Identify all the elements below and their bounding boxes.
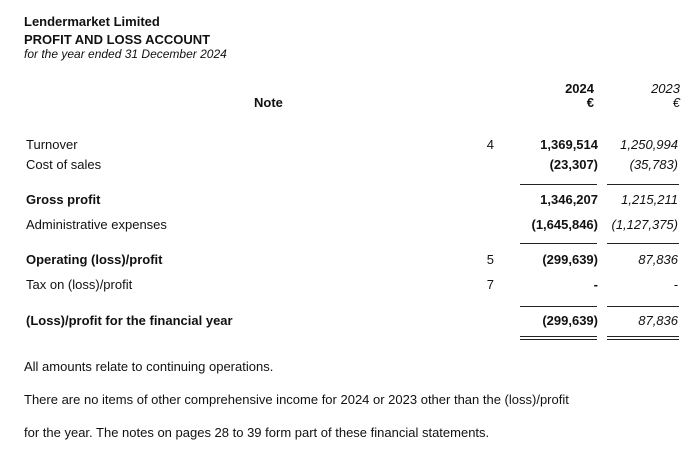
- year-2023-header: 2023: [651, 81, 680, 96]
- total-double-rule-2023: [607, 339, 679, 340]
- row-note-tax: 7: [486, 277, 494, 292]
- row-2023-tax: -: [673, 277, 678, 292]
- year-2023-currency: €: [672, 95, 680, 110]
- row-2024-cost-of-sales: (23,307): [549, 157, 598, 172]
- total-double-rule-2024: [520, 339, 597, 340]
- subtotal-rule-2024: [520, 184, 597, 185]
- year-2024-header: 2024: [565, 81, 594, 96]
- company-name: Lendermarket Limited: [24, 14, 160, 29]
- subtotal-rule-2024: [520, 243, 597, 244]
- row-label-operating-profit: Operating (loss)/profit: [26, 252, 163, 267]
- row-2024-gross-profit: 1,346,207: [540, 192, 598, 207]
- row-2024-tax: -: [593, 277, 598, 292]
- row-label-cost-of-sales: Cost of sales: [26, 157, 102, 172]
- statement-period: for the year ended 31 December 2024: [24, 47, 227, 61]
- row-2023-admin-expenses: (1,127,375): [611, 217, 678, 232]
- subtotal-rule-2023: [607, 306, 679, 307]
- subtotal-rule-2023: [607, 243, 679, 244]
- subtotal-rule-2024: [520, 306, 597, 307]
- row-2024-turnover: 1,369,514: [540, 137, 598, 152]
- row-label-turnover: Turnover: [26, 137, 78, 152]
- total-double-rule-2024: [520, 336, 597, 337]
- note-pages-reference: for the year. The notes on pages 28 to 39 form part of these financial statements.: [24, 425, 490, 440]
- row-2023-net-result: 87,836: [638, 313, 678, 328]
- note-continuing-operations: All amounts relate to continuing operations.: [24, 359, 274, 374]
- note-column-header: Note: [254, 95, 283, 110]
- row-2024-net-result: (299,639): [542, 313, 598, 328]
- row-note-operating-profit: 5: [486, 252, 494, 267]
- row-label-gross-profit: Gross profit: [26, 192, 101, 207]
- row-2023-cost-of-sales: (35,783): [629, 157, 678, 172]
- year-2024-currency: €: [586, 95, 594, 110]
- row-2023-gross-profit: 1,215,211: [621, 192, 678, 207]
- total-double-rule-2023: [607, 336, 679, 337]
- statement-title: PROFIT AND LOSS ACCOUNT: [24, 32, 211, 47]
- row-label-tax: Tax on (loss)/profit: [26, 277, 133, 292]
- row-2024-admin-expenses: (1,645,846): [531, 217, 598, 232]
- note-comprehensive-income: There are no items of other comprehensive income for 2024 or 2023 other than the (loss)/profit: [24, 392, 569, 407]
- subtotal-rule-2023: [607, 184, 679, 185]
- row-label-net-result: (Loss)/profit for the financial year: [26, 313, 233, 328]
- row-2023-operating-profit: 87,836: [638, 252, 678, 267]
- row-label-admin-expenses: Administrative expenses: [26, 217, 167, 232]
- row-2024-operating-profit: (299,639): [542, 252, 598, 267]
- row-2023-turnover: 1,250,994: [620, 137, 678, 152]
- row-note-turnover: 4: [486, 137, 494, 152]
